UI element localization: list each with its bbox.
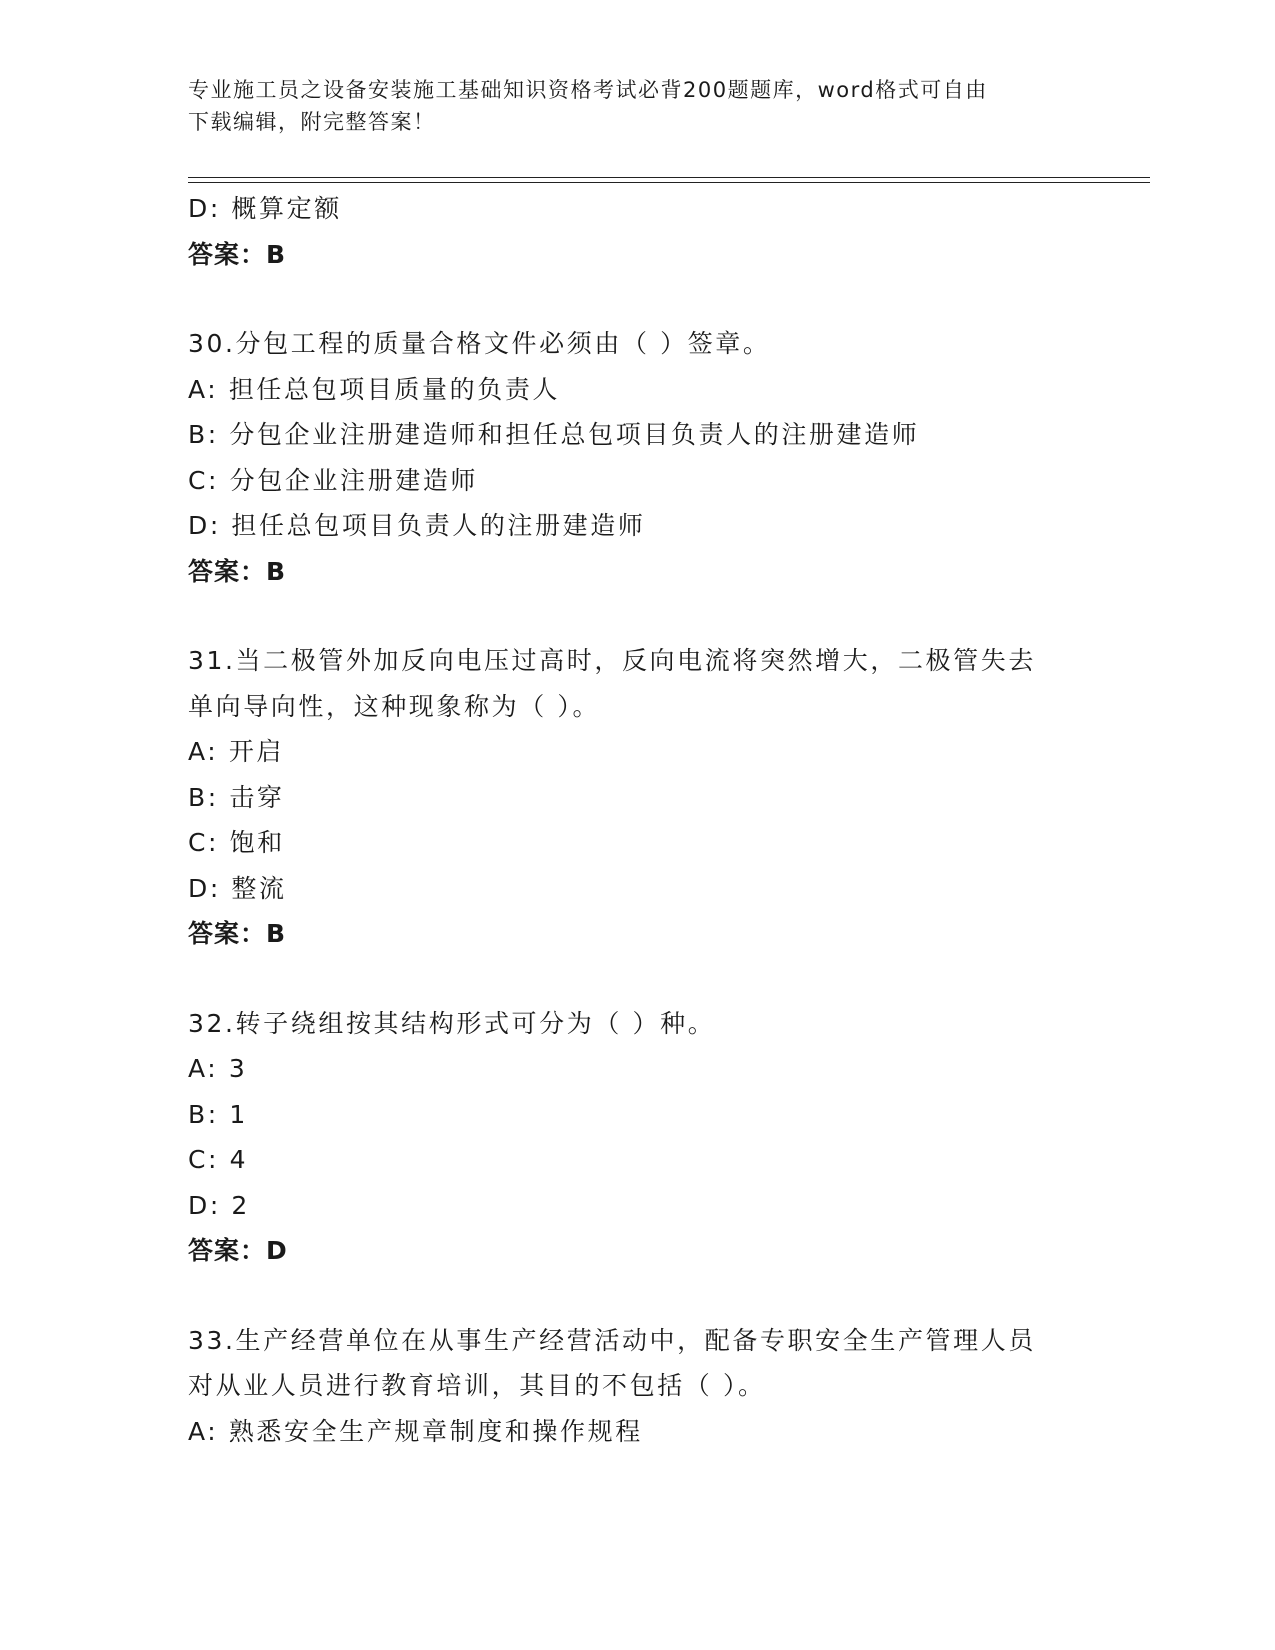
continued-question bbox=[188, 186, 1088, 277]
option-d: D: 整流 bbox=[188, 873, 287, 903]
option-b: B: 分包企业注册建造师和担任总包项目负责人的注册建造师 bbox=[188, 420, 920, 449]
option-c: C: 分包企业注册建造师 bbox=[188, 465, 479, 495]
header-line-1: 专业施工员之设备安装施工基础知识资格考试必背200题题库，word格式可自由 bbox=[188, 78, 988, 102]
question-stem-line-2: 对从业人员进行教育培训，其目的不包括（ ）。 bbox=[188, 1371, 766, 1400]
answer-line: 答案：B bbox=[188, 556, 287, 586]
option-a: A: 熟悉安全生产规章制度和操作规程 bbox=[188, 1416, 643, 1446]
option-d: D: 2 bbox=[188, 1190, 250, 1220]
header-divider-bottom bbox=[188, 182, 1150, 183]
option-a: A: 开启 bbox=[188, 737, 285, 766]
header-line-2: 下载编辑，附完整答案！ bbox=[188, 110, 436, 134]
document-header bbox=[188, 74, 1068, 138]
option-d: D: 担任总包项目负责人的注册建造师 bbox=[188, 511, 646, 540]
header-divider-top bbox=[188, 177, 1150, 178]
option-b: B: 1 bbox=[188, 1099, 248, 1129]
question-31 bbox=[188, 638, 1088, 957]
question-stem-line-2: 单向导向性，这种现象称为（ ）。 bbox=[188, 691, 601, 721]
option-c: C: 饱和 bbox=[188, 828, 285, 857]
question-32 bbox=[188, 1001, 1088, 1274]
question-stem: 30.分包工程的质量合格文件必须由（ ）签章。 bbox=[188, 329, 771, 358]
question-stem: 32.转子绕组按其结构形式可分为（ ）种。 bbox=[188, 1008, 716, 1038]
option-a: A: 3 bbox=[188, 1054, 248, 1083]
question-stem-line-1: 33.生产经营单位在从事生产经营活动中，配备专职安全生产管理人员 bbox=[188, 1325, 1036, 1355]
answer-line: 答案：B bbox=[188, 239, 287, 269]
option-d: D: 概算定额 bbox=[188, 194, 342, 223]
answer-line: 答案：D bbox=[188, 1236, 288, 1265]
question-stem-line-1: 31.当二极管外加反向电压过高时，反向电流将突然增大，二极管失去 bbox=[188, 646, 1036, 675]
question-33 bbox=[188, 1318, 1088, 1455]
option-a: A: 担任总包项目质量的负责人 bbox=[188, 374, 561, 404]
answer-line: 答案：B bbox=[188, 919, 287, 948]
option-b: B: 击穿 bbox=[188, 782, 285, 812]
question-list bbox=[188, 186, 1088, 1454]
option-c: C: 4 bbox=[188, 1145, 249, 1174]
question-30 bbox=[188, 321, 1088, 594]
